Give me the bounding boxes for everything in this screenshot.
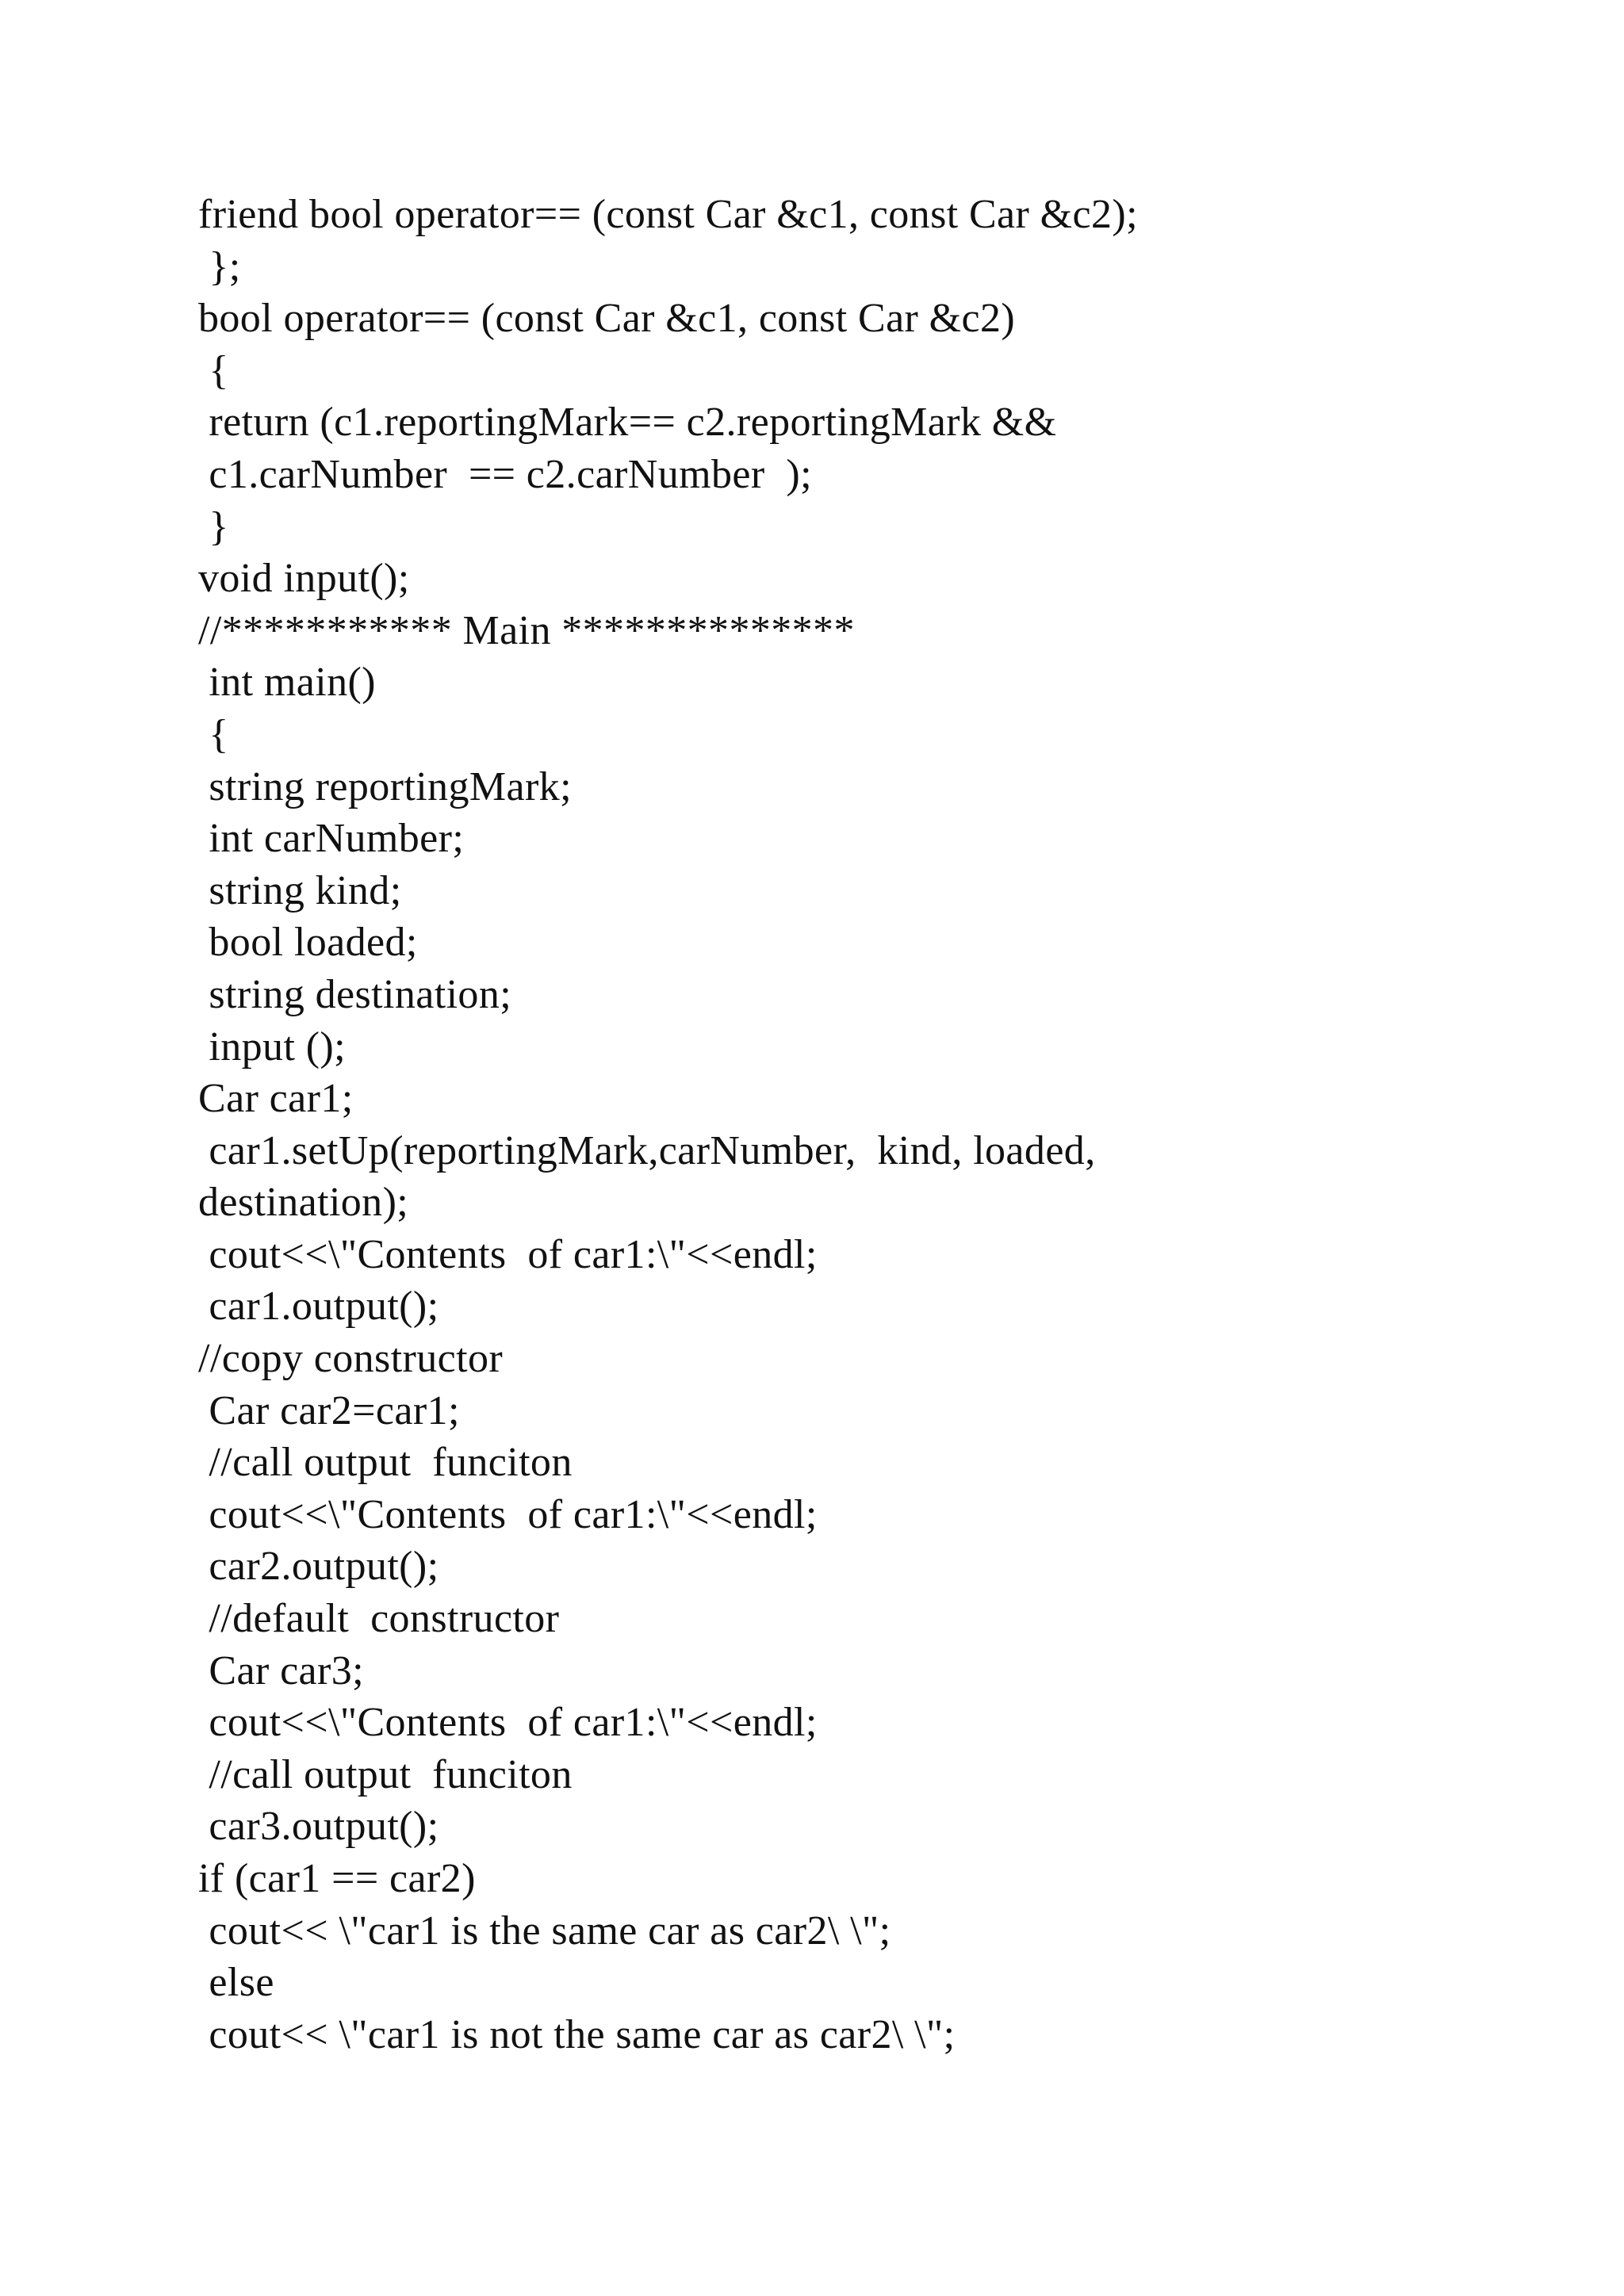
code-line: void input(); — [198, 556, 410, 602]
code-line: { — [198, 711, 229, 757]
code-line: } — [198, 503, 229, 549]
code-line: { — [198, 347, 229, 393]
code-line: Car car2=car1; — [198, 1387, 460, 1433]
code-line: cout<< \"car1 is not the same car as car2\ \"; — [198, 2011, 956, 2057]
code-line: //call output funciton — [198, 1440, 573, 1486]
code-line: if (car1 == car2) — [198, 1856, 476, 1901]
code-line: c1.carNumber == c2.carNumber ); — [198, 451, 812, 497]
code-line: car1.output(); — [198, 1284, 439, 1330]
code-line: friend bool operator== (const Car &c1, const Car &c2); — [198, 192, 1138, 237]
code-listing — [198, 189, 1546, 2061]
code-line: bool loaded; — [198, 920, 418, 966]
code-line: int main() — [198, 660, 376, 706]
code-line: Car car1; — [198, 1076, 354, 1122]
code-line: else — [198, 1960, 274, 2006]
code-line: bool operator== (const Car &c1, const Car &c2) — [198, 296, 1016, 342]
code-line: int carNumber; — [198, 816, 465, 862]
code-line: cout<<\"Contents of car1:\"<<endl; — [198, 1700, 818, 1746]
code-line: cout<<\"Contents of car1:\"<<endl; — [198, 1231, 818, 1277]
code-line: }; — [198, 243, 241, 289]
code-line: return (c1.reportingMark== c2.reportingMark && — [198, 400, 1057, 446]
code-line: //*********** Main ************** — [198, 607, 855, 653]
code-line: //copy constructor — [198, 1336, 504, 1382]
code-line: string reportingMark; — [198, 763, 572, 809]
code-line: //call output funciton — [198, 1751, 573, 1797]
code-line: string destination; — [198, 971, 512, 1017]
code-line: Car car3; — [198, 1647, 365, 1693]
code-line: cout<< \"car1 is the same car as car2\ \"; — [198, 1908, 891, 1954]
code-line: car3.output(); — [198, 1804, 439, 1850]
code-line: car1.setUp(reportingMark,carNumber, kind, loaded, — [198, 1127, 1096, 1173]
code-line: string kind; — [198, 867, 402, 913]
code-line: //default constructor — [198, 1596, 560, 1642]
code-line: input (); — [198, 1024, 346, 1070]
code-line: car2.output(); — [198, 1544, 439, 1590]
code-line: cout<<\"Contents of car1:\"<<endl; — [198, 1491, 818, 1537]
code-line: destination); — [198, 1180, 409, 1226]
